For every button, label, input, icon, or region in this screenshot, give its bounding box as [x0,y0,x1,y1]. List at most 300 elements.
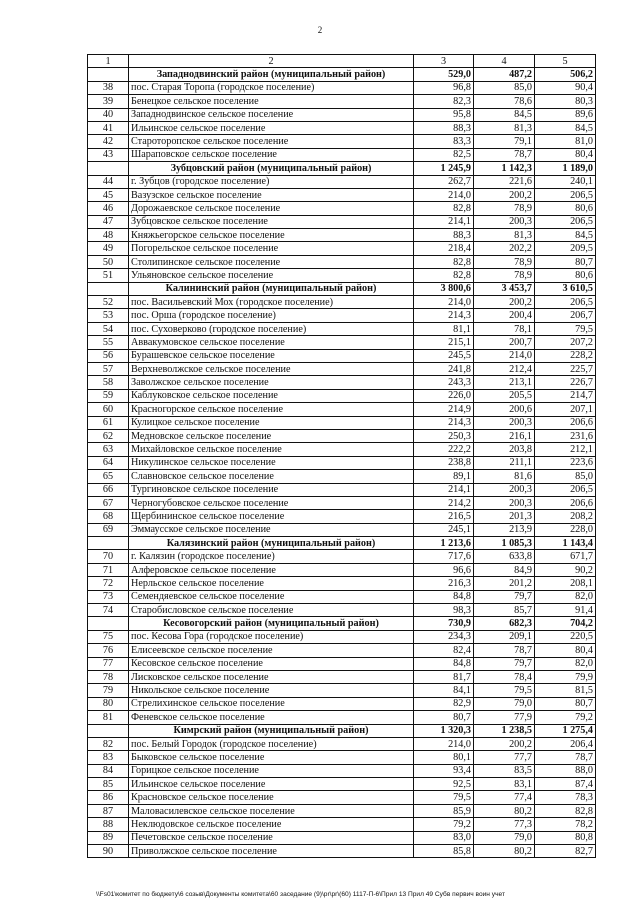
value-col4-cell: 79,0 [474,697,535,710]
table-row [88,764,596,777]
table-row [88,95,596,108]
value-col4-cell: 205,5 [474,389,535,402]
value-col4-cell: 79,0 [474,831,535,844]
row-number-cell: 79 [88,684,129,697]
value-col3-cell: 82,3 [414,95,474,108]
name-cell: Дорожаевское сельское поселение [129,202,414,215]
value-col4-cell: 78,7 [474,644,535,657]
value-col5-cell: 80,7 [535,255,596,268]
table-row [88,296,596,309]
row-number-cell: 74 [88,604,129,617]
value-col3-cell: 82,8 [414,255,474,268]
value-col3-cell: 82,8 [414,269,474,282]
value-col3-cell: 214,2 [414,496,474,509]
value-col5-cell: 89,6 [535,108,596,121]
value-col4-cell: 79,7 [474,657,535,670]
row-number-cell: 78 [88,670,129,683]
value-col4-cell: 200,6 [474,403,535,416]
header-cell: 4 [474,55,535,68]
value-col3-cell: 215,1 [414,336,474,349]
name-cell: Михайловское сельское поселение [129,443,414,456]
name-cell: Зубцовское сельское поселение [129,215,414,228]
district-total-row [88,537,596,550]
value-col5-cell: 90,4 [535,81,596,94]
value-col3-cell: 238,8 [414,456,474,469]
name-cell: Медновское сельское поселение [129,429,414,442]
value-col5-cell: 209,5 [535,242,596,255]
value-col3-cell: 84,8 [414,657,474,670]
name-cell: Славновское сельское поселение [129,470,414,483]
header-cell: 5 [535,55,596,68]
row-number-cell [88,162,129,175]
value-col3-cell: 96,8 [414,81,474,94]
row-number-cell [88,282,129,295]
row-number-cell: 72 [88,577,129,590]
name-cell: Кесовогорский район (муниципальный район) [129,617,414,630]
value-col4-cell: 1 142,3 [474,162,535,175]
value-col3-cell: 245,5 [414,349,474,362]
name-cell: Печетовское сельское поселение [129,831,414,844]
district-total-row [88,68,596,81]
value-col4-cell: 200,3 [474,416,535,429]
value-col3-cell: 730,9 [414,617,474,630]
row-number-cell: 71 [88,563,129,576]
table-row [88,604,596,617]
name-cell: Ильинское сельское поселение [129,121,414,134]
table-row [88,403,596,416]
row-number-cell: 56 [88,349,129,362]
row-number-cell: 45 [88,188,129,201]
value-col5-cell: 206,5 [535,215,596,228]
name-cell: Горицкое сельское поселение [129,764,414,777]
value-col3-cell: 89,1 [414,470,474,483]
name-cell: Княжьегорское сельское поселение [129,229,414,242]
row-number-cell [88,537,129,550]
value-col5-cell: 225,7 [535,362,596,375]
value-col5-cell: 79,2 [535,711,596,724]
row-number-cell: 58 [88,376,129,389]
district-total-row [88,162,596,175]
name-cell: Ульяновское сельское поселение [129,269,414,282]
value-col5-cell: 228,2 [535,349,596,362]
value-col3-cell: 82,5 [414,148,474,161]
value-col5-cell: 80,3 [535,95,596,108]
value-col3-cell: 81,1 [414,322,474,335]
page-number: 2 [317,25,323,35]
row-number-cell: 81 [88,711,129,724]
row-number-cell: 50 [88,255,129,268]
value-col4-cell: 77,7 [474,751,535,764]
row-number-cell: 90 [88,845,129,858]
table-row [88,831,596,844]
value-col5-cell: 206,5 [535,483,596,496]
table-row [88,804,596,817]
value-col4-cell: 633,8 [474,550,535,563]
value-col3-cell: 88,3 [414,121,474,134]
row-number-cell: 68 [88,510,129,523]
table-row [88,510,596,523]
value-col3-cell: 85,8 [414,845,474,858]
value-col5-cell: 80,7 [535,697,596,710]
value-col5-cell: 85,0 [535,470,596,483]
value-col5-cell: 84,5 [535,121,596,134]
value-col3-cell: 245,1 [414,523,474,536]
table-row [88,563,596,576]
value-col3-cell: 80,1 [414,751,474,764]
table-row [88,657,596,670]
row-number-cell: 62 [88,429,129,442]
value-col5-cell: 79,9 [535,670,596,683]
value-col5-cell: 84,5 [535,229,596,242]
name-cell: Зубцовский район (муниципальный район) [129,162,414,175]
value-col4-cell: 78,1 [474,322,535,335]
value-col4-cell: 209,1 [474,630,535,643]
value-col4-cell: 78,9 [474,202,535,215]
value-col4-cell: 83,5 [474,764,535,777]
value-col4-cell: 79,7 [474,590,535,603]
table-row [88,362,596,375]
value-col4-cell: 78,9 [474,269,535,282]
value-col4-cell: 3 453,7 [474,282,535,295]
row-number-cell: 59 [88,389,129,402]
value-col5-cell: 206,5 [535,188,596,201]
name-cell: Эммаусское сельское поселение [129,523,414,536]
value-col3-cell: 83,3 [414,135,474,148]
value-col3-cell: 93,4 [414,764,474,777]
table-row [88,242,596,255]
name-cell: Красновское сельское поселение [129,791,414,804]
row-number-cell: 82 [88,737,129,750]
value-col4-cell: 77,3 [474,818,535,831]
table-row [88,630,596,643]
budget-table [87,54,596,858]
value-col5-cell: 240,1 [535,175,596,188]
value-col4-cell: 81,6 [474,470,535,483]
name-cell: Старобисловское сельское поселение [129,604,414,617]
value-col3-cell: 218,4 [414,242,474,255]
value-col4-cell: 200,2 [474,188,535,201]
value-col5-cell: 78,3 [535,791,596,804]
name-cell: Приволжское сельское поселение [129,845,414,858]
value-col5-cell: 80,6 [535,202,596,215]
table-row [88,429,596,442]
name-cell: Бенецкое сельское поселение [129,95,414,108]
header-cell: 3 [414,55,474,68]
row-number-cell: 77 [88,657,129,670]
value-col3-cell: 88,3 [414,229,474,242]
value-col4-cell: 78,4 [474,670,535,683]
value-col5-cell: 81,5 [535,684,596,697]
name-cell: Маловасилевское сельское поселение [129,804,414,817]
value-col3-cell: 84,1 [414,684,474,697]
table-row [88,416,596,429]
row-number-cell: 65 [88,470,129,483]
table-row [88,496,596,509]
value-col3-cell: 1 320,3 [414,724,474,737]
table-row [88,845,596,858]
row-number-cell: 76 [88,644,129,657]
value-col5-cell: 80,8 [535,831,596,844]
row-number-cell: 69 [88,523,129,536]
value-col5-cell: 214,7 [535,389,596,402]
value-col4-cell: 78,6 [474,95,535,108]
header-cell: 1 [88,55,129,68]
table-row [88,389,596,402]
name-cell: Каблуковское сельское поселение [129,389,414,402]
value-col4-cell: 221,6 [474,175,535,188]
row-number-cell: 73 [88,590,129,603]
value-col5-cell: 671,7 [535,550,596,563]
value-col5-cell: 78,7 [535,751,596,764]
table-row [88,711,596,724]
table-row [88,135,596,148]
table-row [88,483,596,496]
row-number-cell [88,724,129,737]
row-number-cell: 42 [88,135,129,148]
value-col3-cell: 81,7 [414,670,474,683]
value-col4-cell: 211,1 [474,456,535,469]
row-number-cell: 44 [88,175,129,188]
value-col5-cell: 1 189,0 [535,162,596,175]
table-row [88,148,596,161]
value-col3-cell: 82,9 [414,697,474,710]
row-number-cell: 75 [88,630,129,643]
value-col5-cell: 231,6 [535,429,596,442]
value-col4-cell: 80,2 [474,804,535,817]
name-cell: Калининский район (муниципальный район) [129,282,414,295]
name-cell: Калязинский район (муниципальный район) [129,537,414,550]
table-row [88,255,596,268]
name-cell: пос. Суховерково (городское поселение) [129,322,414,335]
name-cell: Елисеевское сельское поселение [129,644,414,657]
value-col4-cell: 85,0 [474,81,535,94]
row-number-cell: 52 [88,296,129,309]
value-col5-cell: 1 275,4 [535,724,596,737]
table-row [88,456,596,469]
table-row [88,818,596,831]
value-col3-cell: 92,5 [414,778,474,791]
value-col5-cell: 82,8 [535,804,596,817]
name-cell: Черногубовское сельское поселение [129,496,414,509]
table-row [88,523,596,536]
table-row [88,81,596,94]
name-cell: Лисковское сельское поселение [129,670,414,683]
name-cell: г. Калязин (городское поселение) [129,550,414,563]
value-col3-cell: 214,3 [414,416,474,429]
value-col4-cell: 81,3 [474,229,535,242]
name-cell: Нерльское сельское поселение [129,577,414,590]
value-col4-cell: 78,7 [474,148,535,161]
value-col4-cell: 78,9 [474,255,535,268]
row-number-cell: 70 [88,550,129,563]
value-col5-cell: 79,5 [535,322,596,335]
value-col4-cell: 79,5 [474,684,535,697]
name-cell: Вазузское сельское поселение [129,188,414,201]
value-col4-cell: 200,2 [474,296,535,309]
table-row [88,443,596,456]
row-number-cell: 66 [88,483,129,496]
value-col4-cell: 79,1 [474,135,535,148]
name-cell: Феневское сельское поселение [129,711,414,724]
name-cell: пос. Кесова Гора (городское поселение) [129,630,414,643]
value-col4-cell: 212,4 [474,362,535,375]
value-col3-cell: 96,6 [414,563,474,576]
value-col4-cell: 1 238,5 [474,724,535,737]
table-row [88,684,596,697]
value-col5-cell: 82,7 [535,845,596,858]
table-row [88,108,596,121]
name-cell: Аввакумовское сельское поселение [129,336,414,349]
name-cell: Кимрский район (муниципальный район) [129,724,414,737]
value-col4-cell: 84,5 [474,108,535,121]
value-col3-cell: 262,7 [414,175,474,188]
table-row [88,229,596,242]
value-col5-cell: 226,7 [535,376,596,389]
value-col3-cell: 216,5 [414,510,474,523]
table-row [88,309,596,322]
value-col5-cell: 78,2 [535,818,596,831]
value-col5-cell: 88,0 [535,764,596,777]
value-col3-cell: 216,3 [414,577,474,590]
table-row [88,322,596,335]
row-number-cell: 54 [88,322,129,335]
value-col3-cell: 234,3 [414,630,474,643]
row-number-cell: 40 [88,108,129,121]
value-col3-cell: 79,2 [414,818,474,831]
row-number-cell: 60 [88,403,129,416]
name-cell: Староторопское сельское поселение [129,135,414,148]
name-cell: Тургиновское сельское поселение [129,483,414,496]
value-col4-cell: 81,3 [474,121,535,134]
value-col3-cell: 214,9 [414,403,474,416]
value-col4-cell: 200,3 [474,483,535,496]
value-col3-cell: 84,8 [414,590,474,603]
name-cell: г. Зубцов (городское поселение) [129,175,414,188]
row-number-cell: 53 [88,309,129,322]
name-cell: Столипинское сельское поселение [129,255,414,268]
table-row [88,791,596,804]
table-row [88,121,596,134]
value-col4-cell: 80,2 [474,845,535,858]
value-col3-cell: 98,3 [414,604,474,617]
name-cell: Погорельское сельское поселение [129,242,414,255]
value-col5-cell: 208,1 [535,577,596,590]
value-col5-cell: 207,2 [535,336,596,349]
value-col5-cell: 3 610,5 [535,282,596,295]
value-col5-cell: 220,5 [535,630,596,643]
district-total-row [88,282,596,295]
row-number-cell: 87 [88,804,129,817]
table-row [88,577,596,590]
table-row [88,376,596,389]
row-number-cell: 83 [88,751,129,764]
name-cell: пос. Орша (городское поселение) [129,309,414,322]
value-col3-cell: 226,0 [414,389,474,402]
value-col5-cell: 206,4 [535,737,596,750]
value-col5-cell: 704,2 [535,617,596,630]
value-col4-cell: 213,9 [474,523,535,536]
name-cell: пос. Васильевский Мох (городское поселение) [129,296,414,309]
value-col4-cell: 200,4 [474,309,535,322]
name-cell: Красногорское сельское поселение [129,403,414,416]
table-row [88,202,596,215]
value-col4-cell: 200,7 [474,336,535,349]
table-header-row [88,55,596,68]
value-col3-cell: 80,7 [414,711,474,724]
table-row [88,336,596,349]
value-col3-cell: 82,8 [414,202,474,215]
table-row [88,188,596,201]
value-col3-cell: 214,1 [414,483,474,496]
row-number-cell: 39 [88,95,129,108]
value-col3-cell: 214,3 [414,309,474,322]
table-row [88,269,596,282]
value-col4-cell: 200,2 [474,737,535,750]
table-row [88,550,596,563]
value-col4-cell: 202,2 [474,242,535,255]
value-col3-cell: 529,0 [414,68,474,81]
table-row [88,470,596,483]
name-cell: Неклюдовское сельское поселение [129,818,414,831]
value-col4-cell: 213,1 [474,376,535,389]
row-number-cell [88,617,129,630]
name-cell: Западнодвинское сельское поселение [129,108,414,121]
file-path-footer: \\Fs01\комитет по бюджету\6 созыв\Документы комитета\60 заседание (9)\pr\pr\(60) 1117-П-6\Прил 13 Прил 49 Субв первич воин учет [96,891,505,898]
header-cell: 2 [129,55,414,68]
value-col5-cell: 90,2 [535,563,596,576]
table-row [88,697,596,710]
value-col3-cell: 214,0 [414,296,474,309]
name-cell: Ильинское сельское поселение [129,778,414,791]
row-number-cell: 38 [88,81,129,94]
name-cell: Семендяевское сельское поселение [129,590,414,603]
value-col4-cell: 214,0 [474,349,535,362]
district-total-row [88,724,596,737]
name-cell: Шараповское сельское поселение [129,148,414,161]
row-number-cell: 84 [88,764,129,777]
name-cell: Стрелихинское сельское поселение [129,697,414,710]
value-col3-cell: 1 245,9 [414,162,474,175]
table-row [88,778,596,791]
value-col5-cell: 1 143,4 [535,537,596,550]
row-number-cell: 85 [88,778,129,791]
row-number-cell: 61 [88,416,129,429]
row-number-cell: 41 [88,121,129,134]
value-col3-cell: 1 213,6 [414,537,474,550]
row-number-cell: 55 [88,336,129,349]
name-cell: Никулинское сельское поселение [129,456,414,469]
value-col4-cell: 201,2 [474,577,535,590]
table-row [88,175,596,188]
value-col5-cell: 81,0 [535,135,596,148]
value-col4-cell: 200,3 [474,496,535,509]
value-col5-cell: 206,5 [535,296,596,309]
value-col4-cell: 203,8 [474,443,535,456]
value-col3-cell: 717,6 [414,550,474,563]
row-number-cell: 89 [88,831,129,844]
row-number-cell [88,68,129,81]
name-cell: пос. Старая Торопа (городское поселение) [129,81,414,94]
name-cell: Алферовское сельское поселение [129,563,414,576]
table-row [88,644,596,657]
value-col3-cell: 214,1 [414,215,474,228]
table-row [88,215,596,228]
value-col5-cell: 206,7 [535,309,596,322]
value-col5-cell: 206,6 [535,416,596,429]
value-col5-cell: 80,6 [535,269,596,282]
value-col4-cell: 83,1 [474,778,535,791]
value-col3-cell: 3 800,6 [414,282,474,295]
